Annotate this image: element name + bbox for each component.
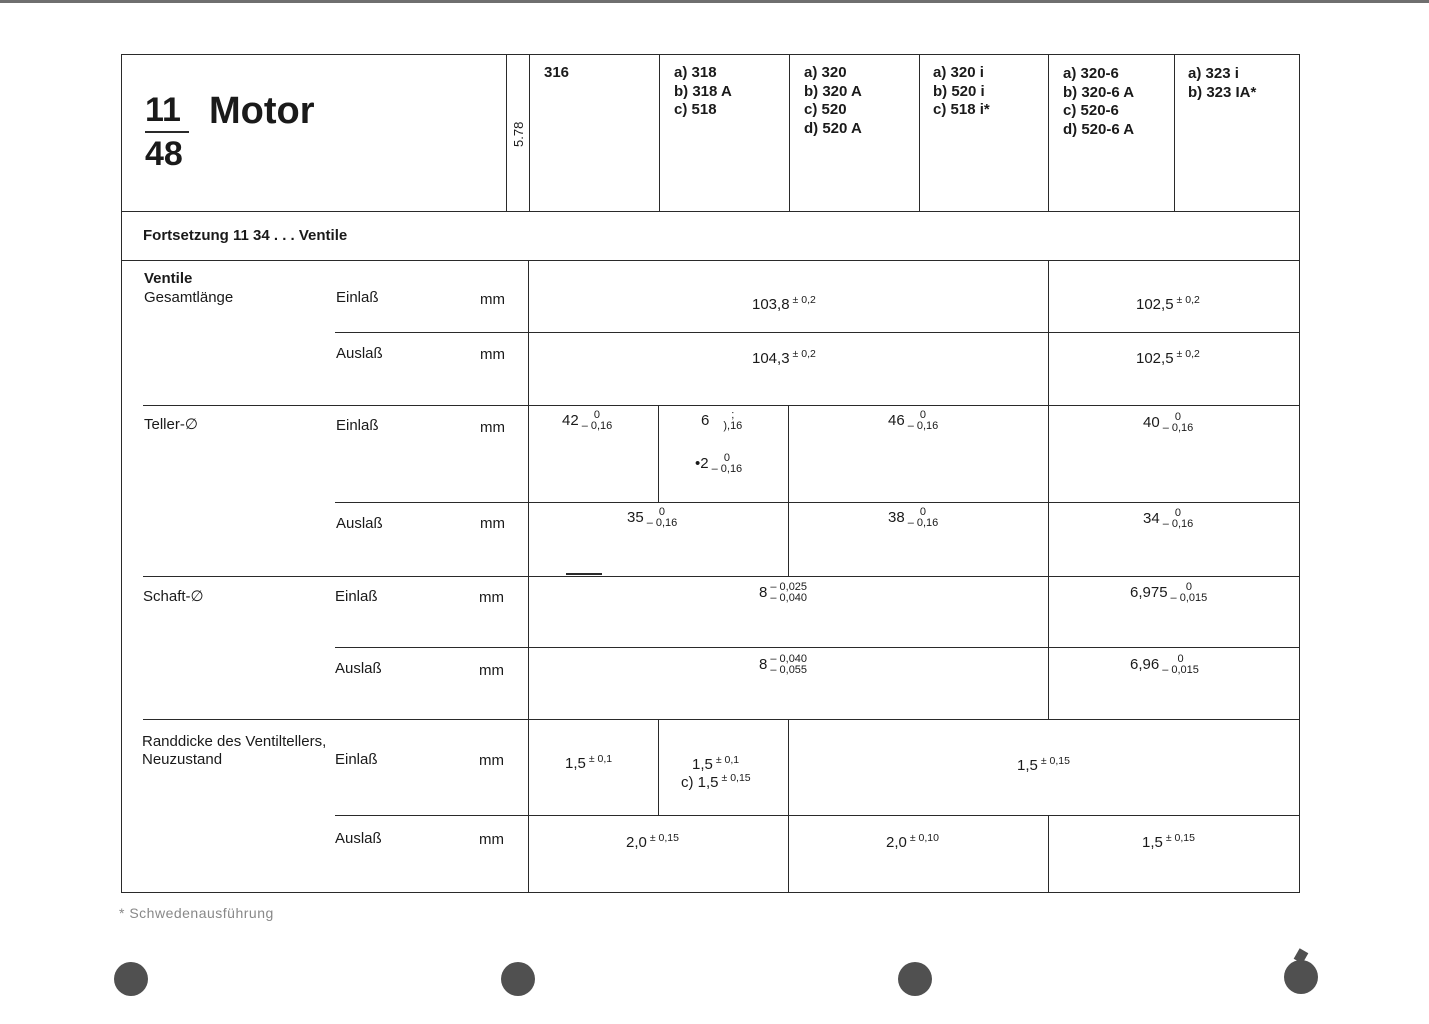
label-schaft: Schaft-∅ (143, 588, 204, 605)
label-auslass: Auslaß (336, 515, 383, 532)
value-teller-einlass: 46 0 – 0,16 (888, 409, 939, 432)
label-unit: mm (480, 346, 505, 363)
value-randdicke-einlass: 1,5 $^{\pm 0,1}$ (565, 753, 613, 772)
footnote: * Schwedenausführung (119, 905, 274, 921)
label-unit: mm (479, 831, 504, 848)
label-unit: mm (480, 515, 505, 532)
label-unit: mm (479, 662, 504, 679)
value-gesamtlaenge-einlass: 103,8 $^{\pm 0,2}$ (752, 294, 816, 313)
label-einlass: Einlaß (336, 289, 379, 306)
label-unit: mm (480, 419, 505, 436)
column-header-323i: a) 323 i b) 323 IA* (1188, 65, 1257, 101)
binder-hole (898, 962, 932, 996)
section-fraction-bar (145, 131, 189, 133)
binder-hole (501, 962, 535, 996)
value-randdicke-einlass: 1,5 $^{\pm 0,15}$ (1017, 755, 1070, 774)
section-number-top: 11 (145, 91, 181, 129)
value-teller-einlass: 42 0 – 0,16 (562, 409, 613, 432)
date-code: 5.78 (511, 121, 526, 147)
label-einlass: Einlaß (335, 588, 378, 605)
label-teller: Teller-∅ (144, 416, 198, 433)
continuation-label: Fortsetzung 11 34 . . . Ventile (143, 227, 348, 244)
label-ventile: Ventile (144, 270, 193, 287)
column-header-320i: a) 320 i b) 520 i c) 518 i* (933, 64, 990, 118)
value-randdicke-einlass: c) 1,5 $^{\pm 0,15}$ (681, 772, 751, 791)
binder-hole (114, 962, 148, 996)
value-schaft-auslass: 6,96 0 – 0,015 (1130, 653, 1199, 676)
value-randdicke-auslass: 2,0 $^{\pm 0,15}$ (626, 832, 679, 851)
value-randdicke-auslass: 1,5 $^{\pm 0,15}$ (1142, 832, 1195, 851)
label-unit: mm (480, 291, 505, 308)
value-schaft-auslass: 8 – 0,040 – 0,055 (759, 653, 808, 676)
value-teller-einlass: 6 ; ),16 (701, 409, 743, 432)
value-gesamtlaenge-auslass: 104,3 $^{\pm 0,2}$ (752, 348, 816, 367)
value-teller-auslass: 34 0 – 0,16 (1143, 507, 1194, 530)
column-header-320: a) 320 b) 320 A c) 520 d) 520 A (804, 64, 862, 137)
value-schaft-einlass: 6,975 0 – 0,015 (1130, 581, 1208, 604)
value-gesamtlaenge-einlass: 102,5 $^{\pm 0,2}$ (1136, 294, 1200, 313)
section-number-bottom: 48 (145, 135, 183, 173)
page-top-edge (0, 0, 1429, 3)
value-gesamtlaenge-auslass: 102,5 $^{\pm 0,2}$ (1136, 348, 1200, 367)
label-neuzustand: Neuzustand (142, 751, 223, 768)
value-schaft-einlass: 8 – 0,025 – 0,040 (759, 581, 808, 604)
label-gesamtlaenge: Gesamtlänge (144, 289, 234, 306)
value-teller-auslass: 38 0 – 0,16 (888, 506, 939, 529)
page-title: Motor (209, 90, 315, 132)
binder-hole (1284, 960, 1318, 994)
label-unit: mm (479, 752, 504, 769)
label-einlass: Einlaß (336, 417, 379, 434)
value-teller-auslass: 35 0 – 0,16 (627, 506, 678, 529)
label-unit: mm (479, 589, 504, 606)
label-auslass: Auslaß (335, 830, 382, 847)
value-randdicke-auslass: 2,0 $^{\pm 0,10}$ (886, 832, 939, 851)
column-header-318: a) 318 b) 318 A c) 518 (674, 64, 732, 118)
label-auslass: Auslaß (335, 660, 382, 677)
label-randdicke: Randdicke des Ventiltellers, (142, 733, 327, 750)
label-auslass: Auslaß (336, 345, 383, 362)
column-header-320-6: a) 320-6 b) 320-6 A c) 520-6 d) 520-6 A (1063, 65, 1135, 138)
column-header-316: 316 (544, 64, 570, 81)
value-teller-einlass: •2 0 – 0,16 (695, 452, 743, 475)
value-randdicke-einlass: 1,5 $^{\pm 0,1}$ (692, 754, 740, 773)
label-einlass: Einlaß (335, 751, 378, 768)
value-teller-einlass: 40 0 – 0,16 (1143, 411, 1194, 434)
